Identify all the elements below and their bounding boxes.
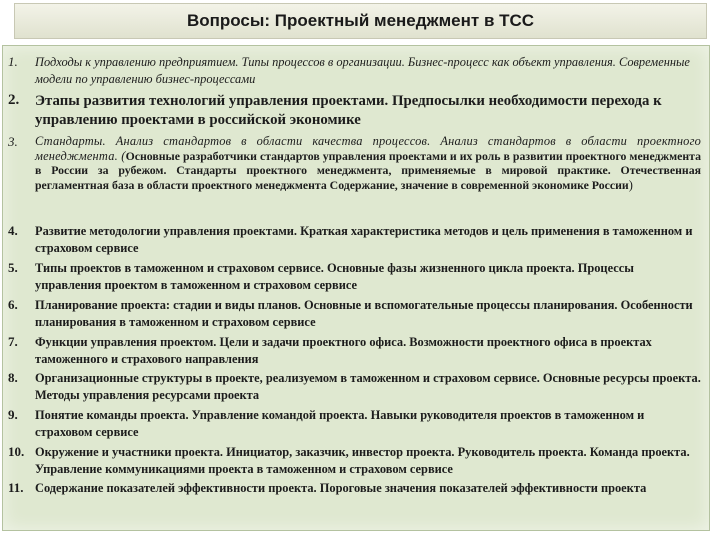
item-number: 10. (8, 444, 25, 459)
item-number: 11. (8, 480, 24, 495)
item-text: Понятие команды проекта. Управление командой проекта. Навыки руководителя проектов в таможенном и страховом сервисе (35, 408, 645, 439)
item-text-closing: ) (628, 177, 633, 192)
item-number: 8. (8, 370, 18, 385)
item-text: Окружение и участники проекта. Инициатор, заказчик, инвестор проекта. Руководитель проекта. Команда проекта. Управление коммуникациями проекта в таможенном и страховом сервисе (35, 445, 690, 476)
item-text-italic-part: Стандарты. Анализ стандартов в области качества процессов. Анализ стандартов в области проектного менеджмента. ( (35, 134, 701, 163)
item-text: Планирование проекта: стадии и виды планов. Основные и вспомогательные процессы планирования. Особенности планирования в таможенном и страховом сервисе (35, 298, 693, 329)
item-text: Типы проектов в таможенном и страховом сервисе. Основные фазы жизненного цикла проекта. Процессы управления проектом в таможенном и страховом сервисе (35, 261, 634, 292)
item-number: 3. (8, 134, 18, 149)
item-text (35, 134, 701, 192)
item-text: Функции управления проектом. Цели и задачи проектного офиса. Возможности проектного офиса в проектах таможенного и страхового направления (35, 335, 652, 366)
slide-title-bar (14, 3, 707, 39)
item-number: 5. (8, 260, 18, 275)
item-number: 4. (8, 223, 18, 238)
item-text: Содержание показателей эффективности проекта. Пороговые значения показателей эффективности проекта (35, 481, 647, 495)
item-text: Этапы развития технологий управления проектами. Предпосылки необходимости перехода к управлению проектами в российской экономике (35, 93, 662, 128)
questions-panel (2, 45, 710, 531)
item-text: Подходы к управлению предприятием. Типы процессов в организации. Бизнес-процесс как объект управления. Современные модели по управлению бизнес-процессами (35, 55, 690, 86)
slide-title: Вопросы: Проектный менеджмент в ТСС (186, 11, 535, 30)
item-number: 9. (8, 407, 18, 422)
item-number: 1. (8, 54, 18, 69)
item-number: 7. (8, 334, 18, 349)
item-number: 6. (8, 297, 18, 312)
item-text-bold-part: Основные разработчики стандартов управления проектами и их роль в развитии проектного менеджмента в России за рубежом. Стандарты проектного менеджмента, применяемые в мировой практике. Отечественная регламентная база в области проектного менеджмента Содержание, значение в современной экономике России (35, 148, 701, 192)
item-text: Развитие методологии управления проектами. Краткая характеристика методов и цель применения в таможенном и страховом сервисе (35, 224, 693, 255)
item-text: Организационные структуры в проекте, реализуемом в таможенном и страховом сервисе. Основные ресурсы проекта. Методы управления ресурсами проекта (35, 371, 701, 402)
item-number: 2. (8, 92, 20, 108)
